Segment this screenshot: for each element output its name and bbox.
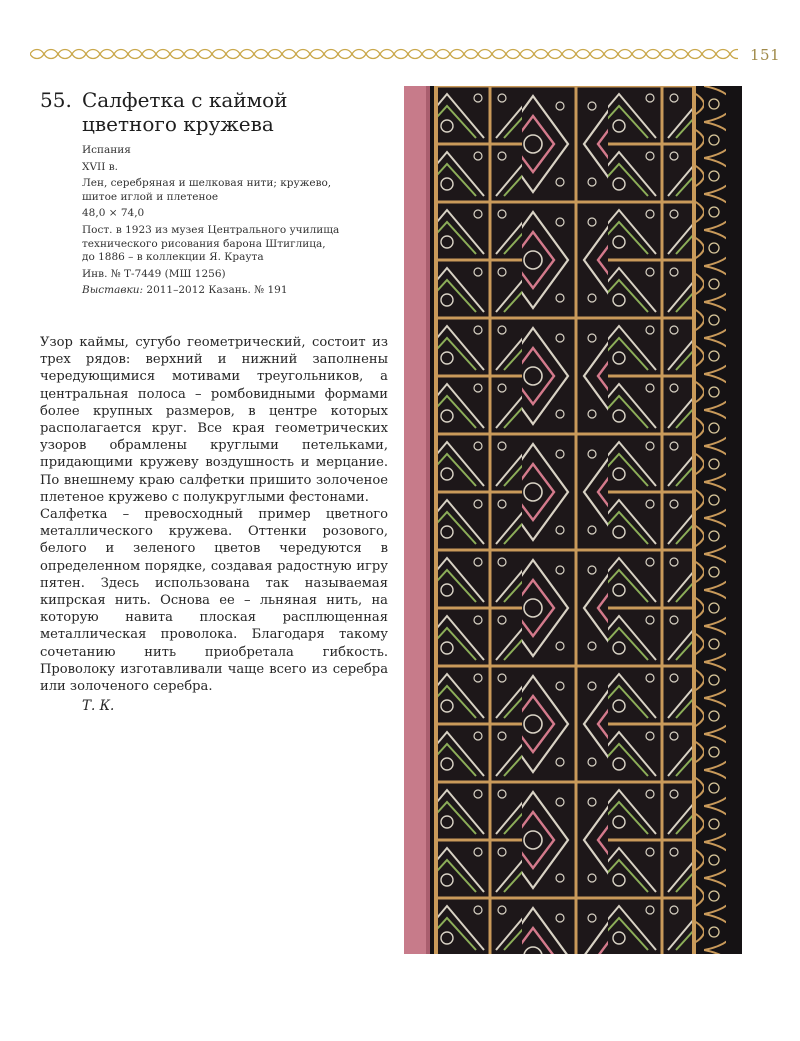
entry-metadata [82, 144, 388, 301]
meta-material-line2: шитое иглой и плетеное [82, 190, 219, 203]
description-paragraph-1: Узор каймы, сугубо геометрический, состоит из трех рядов: верхний и нижний заполнены чередующимися мотивами треугольников, а центральная полоса – ромбовидными формами более крупных размеров, в центре которых располагается круг. Все края геометрических узоров обрамлены круглыми петельками, придающими кружеву воздушность и мерцание. По внешнему краю салфетки пришито золоченое плетеное кружево с полукруглыми фестонами. [40, 335, 388, 505]
meta-provenance-line3: до 1886 – в коллекции Я. Краута [82, 251, 264, 264]
meta-exhibitions-label: Выставки: [82, 284, 144, 297]
meta-provenance [82, 224, 388, 265]
meta-dimensions: 48,0 × 74,0 [82, 207, 145, 220]
entry-title-line1: Салфетка с каймой [82, 88, 288, 112]
header-ornament [30, 44, 738, 64]
entry-number: 55. [40, 88, 72, 112]
meta-provenance-line1: Пост. в 1923 из музея Центрального училища [82, 223, 340, 236]
entry-title [40, 88, 390, 136]
entry-title-line2: цветного кружева [82, 112, 274, 136]
description-text [40, 334, 388, 695]
lace-border-photo [404, 86, 742, 954]
meta-provenance-line2: технического рисования барона Штиглица, [82, 237, 326, 250]
meta-exhibitions-text: 2011–2012 Казань. № 191 [143, 284, 288, 297]
author-initials: Т. К. [82, 698, 115, 714]
meta-material-line1: Лен, серебряная и шелковая нити; кружево, [82, 177, 332, 190]
description-paragraph-2: Салфетка – превосходный пример цветного металлического кружева. Оттенки розового, белого и зеленого цветов чередуются в определенном порядке, создавая радостную игру пятен. Здесь использована так называемая кипрская нить. Основа ее – льняная нить, на которую навита плоская расплющенная металлическая проволока. Благодаря такому сочетанию нить приобретала гибкость. Проволоку изготавливали чаще всего из серебра или золоченого серебра. [40, 507, 388, 695]
meta-century: XVII в. [82, 160, 118, 173]
page-number: 151 [750, 46, 781, 64]
meta-exhibitions [82, 284, 388, 298]
meta-origin: Испания [82, 144, 131, 156]
meta-inventory: Инв. № Т-7449 (МШ 1256) [82, 267, 226, 280]
meta-material [82, 177, 388, 204]
